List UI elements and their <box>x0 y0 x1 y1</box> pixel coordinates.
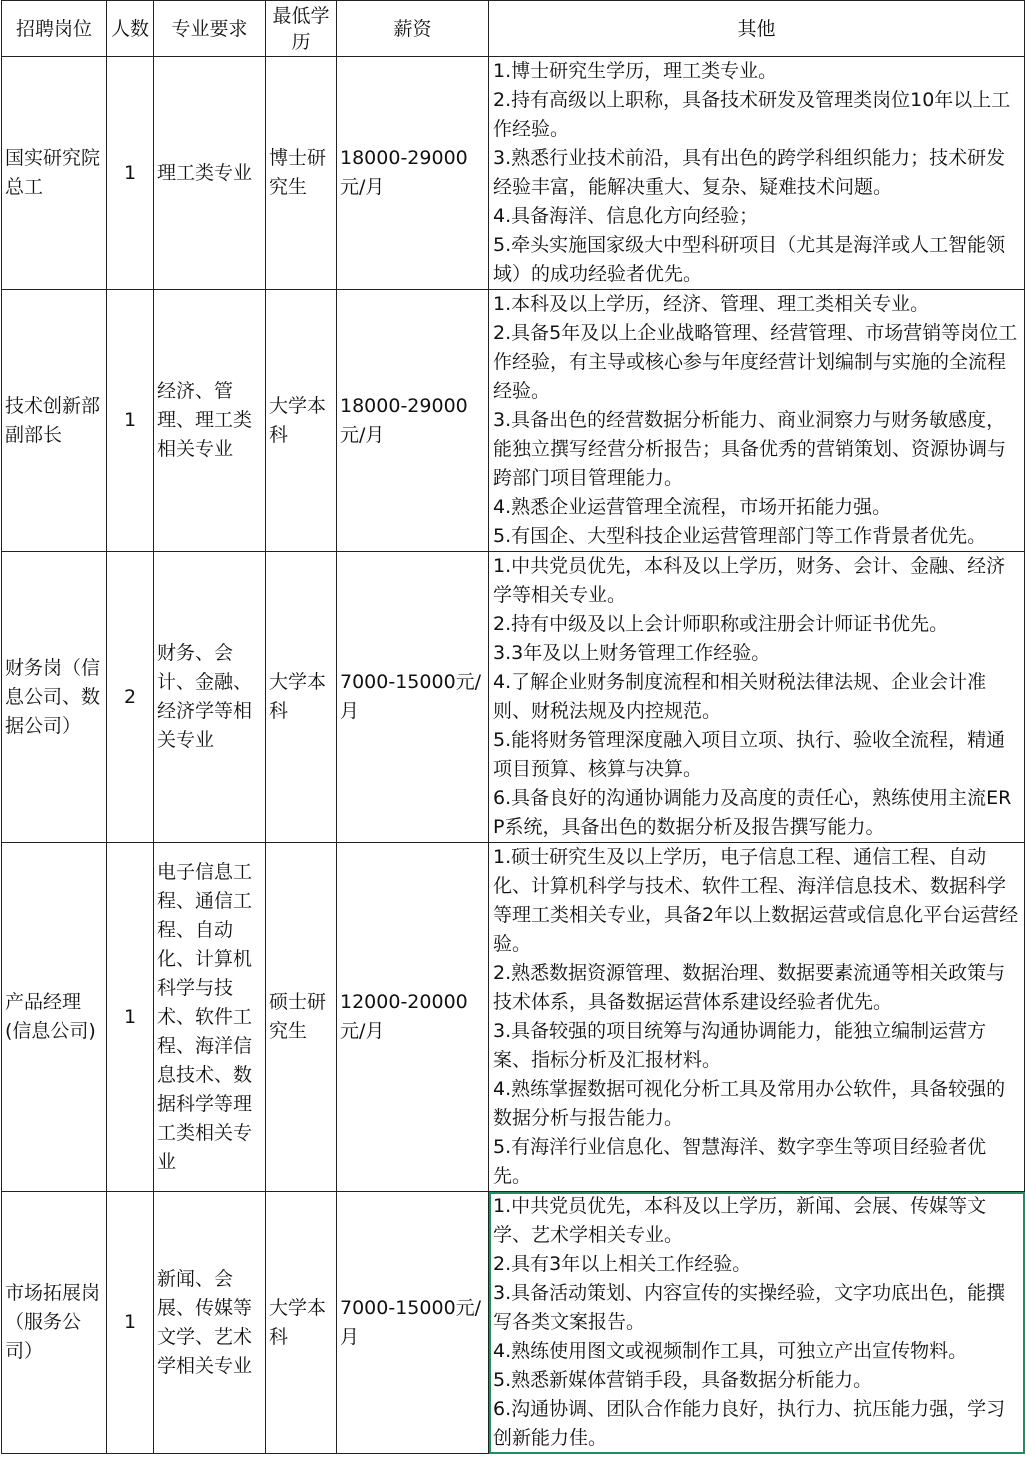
cell-other[interactable] <box>489 290 1025 552</box>
requirement-line: 3.具备活动策划、内容宣传的实操经验，文字功底出色，能撰写各类文案报告。 <box>493 1282 1006 1333</box>
cell-position[interactable]: 国实研究院总工 <box>2 57 107 290</box>
recruitment-table <box>1 0 1025 1454</box>
header-salary: 薪资 <box>337 1 489 57</box>
requirement-line: 2.持有高级以上职称，具备技术研发及管理类岗位10年以上工作经验。 <box>493 89 1011 140</box>
cell-other-selected[interactable] <box>489 1192 1025 1454</box>
requirement-line: 2.具备5年及以上企业战略管理、经营管理、市场营销等岗位工作经验，有主导或核心参与年度经营计划编制与实施的全流程经验。 <box>493 322 1018 402</box>
requirement-line: 5.熟悉新媒体营销手段，具备数据分析能力。 <box>493 1369 873 1391</box>
cell-count[interactable]: 2 <box>107 552 154 843</box>
requirement-line: 1.中共党员优先，本科及以上学历，新闻、会展、传媒等文学、艺术学相关专业。 <box>493 1195 987 1246</box>
requirement-line: 2.具有3年以上相关工作经验。 <box>493 1253 752 1275</box>
requirement-line: 4.熟练使用图文或视频制作工具，可独立产出宣传物料。 <box>493 1340 968 1362</box>
cell-salary[interactable]: 18000-29000元/月 <box>337 57 489 290</box>
requirement-line: 5.有国企、大型科技企业运营管理部门等工作背景者优先。 <box>493 525 987 547</box>
requirement-line: 4.熟练掌握数据可视化分析工具及常用办公软件，具备较强的数据分析与报告能力。 <box>493 1078 1006 1129</box>
cell-other[interactable] <box>489 57 1025 290</box>
header-position: 招聘岗位 <box>2 1 107 57</box>
table-row <box>2 1192 1025 1454</box>
header-other: 其他 <box>489 1 1025 57</box>
requirement-line: 1.硕士研究生及以上学历，电子信息工程、通信工程、自动化、计算机科学与技术、软件工程、海洋信息技术、数据科学等理工类相关专业，具备2年以上数据运营或信息化平台运营经验。 <box>493 846 1019 955</box>
cell-count[interactable]: 1 <box>107 290 154 552</box>
requirement-line: 5.能将财务管理深度融入项目立项、执行、验收全流程，精通项目预算、核算与决算。 <box>493 729 1006 780</box>
cell-other[interactable] <box>489 552 1025 843</box>
cell-salary[interactable]: 7000-15000元/月 <box>337 552 489 843</box>
table-row <box>2 843 1025 1192</box>
requirement-line: 3.3年及以上财务管理工作经验。 <box>493 642 771 664</box>
requirement-line: 3.具备较强的项目统筹与沟通协调能力，能独立编制运营方案、指标分析及汇报材料。 <box>493 1020 987 1071</box>
requirement-line: 4.了解企业财务制度流程和相关财税法律法规、企业会计准则、财税法规及内控规范。 <box>493 671 987 722</box>
cell-position[interactable]: 财务岗（信息公司、数据公司） <box>2 552 107 843</box>
requirement-line: 5.牵头实施国家级大中型科研项目（尤其是海洋或人工智能领域）的成功经验者优先。 <box>493 234 1006 285</box>
cell-salary[interactable]: 18000-29000元/月 <box>337 290 489 552</box>
cell-salary[interactable]: 12000-20000元/月 <box>337 843 489 1192</box>
cell-education[interactable]: 大学本科 <box>266 1192 337 1454</box>
cell-education[interactable]: 大学本科 <box>266 552 337 843</box>
cell-count[interactable]: 1 <box>107 57 154 290</box>
cell-education[interactable]: 硕士研究生 <box>266 843 337 1192</box>
requirement-line: 4.熟悉企业运营管理全流程，市场开拓能力强。 <box>493 496 892 518</box>
requirement-line: 3.熟悉行业技术前沿，具有出色的跨学科组织能力；技术研发经验丰富，能解决重大、复杂、疑难技术问题。 <box>493 147 1006 198</box>
header-row <box>2 1 1025 57</box>
cell-count[interactable]: 1 <box>107 1192 154 1454</box>
requirement-line: 2.熟悉数据资源管理、数据治理、数据要素流通等相关政策与技术体系，具备数据运营体系建设经验者优先。 <box>493 962 1006 1013</box>
requirement-line: 1.本科及以上学历，经济、管理、理工类相关专业。 <box>493 293 930 315</box>
table-row <box>2 290 1025 552</box>
cell-other[interactable] <box>489 843 1025 1192</box>
cell-position[interactable]: 产品经理(信息公司) <box>2 843 107 1192</box>
requirement-line: 5.有海洋行业信息化、智慧海洋、数字孪生等项目经验者优先。 <box>493 1136 987 1187</box>
cell-major[interactable]: 财务、会计、金融、经济学等相关专业 <box>154 552 266 843</box>
cell-count[interactable]: 1 <box>107 843 154 1192</box>
requirement-line: 4.具备海洋、信息化方向经验； <box>493 205 759 227</box>
cell-position[interactable]: 市场拓展岗（服务公司） <box>2 1192 107 1454</box>
table-row <box>2 552 1025 843</box>
header-major: 专业要求 <box>154 1 266 57</box>
cell-position[interactable]: 技术创新部副部长 <box>2 290 107 552</box>
requirement-line: 6.具备良好的沟通协调能力及高度的责任心，熟练使用主流ERP系统，具备出色的数据分析及报告撰写能力。 <box>493 787 1012 838</box>
cell-major[interactable]: 电子信息工程、通信工程、自动化、计算机科学与技术、软件工程、海洋信息技术、数据科学等理工类相关专业 <box>154 843 266 1192</box>
requirement-line: 2.持有中级及以上会计师职称或注册会计师证书优先。 <box>493 613 949 635</box>
header-count: 人数 <box>107 1 154 57</box>
cell-salary[interactable]: 7000-15000元/月 <box>337 1192 489 1454</box>
requirement-line: 6.沟通协调、团队合作能力良好，执行力、抗压能力强，学习创新能力佳。 <box>493 1398 1006 1449</box>
cell-education[interactable]: 大学本科 <box>266 290 337 552</box>
requirement-line: 3.具备出色的经营数据分析能力、商业洞察力与财务敏感度，能独立撰写经营分析报告；具备优秀的营销策划、资源协调与跨部门项目管理能力。 <box>493 409 1007 489</box>
cell-education[interactable]: 博士研究生 <box>266 57 337 290</box>
cell-major[interactable]: 理工类专业 <box>154 57 266 290</box>
cell-major[interactable]: 新闻、会展、传媒等文学、艺术学相关专业 <box>154 1192 266 1454</box>
header-education: 最低学历 <box>266 1 337 57</box>
cell-major[interactable]: 经济、管理、理工类相关专业 <box>154 290 266 552</box>
requirement-line: 1.博士研究生学历，理工类专业。 <box>493 60 778 82</box>
requirement-line: 1.中共党员优先，本科及以上学历，财务、会计、金融、经济学等相关专业。 <box>493 555 1006 606</box>
table-row <box>2 57 1025 290</box>
